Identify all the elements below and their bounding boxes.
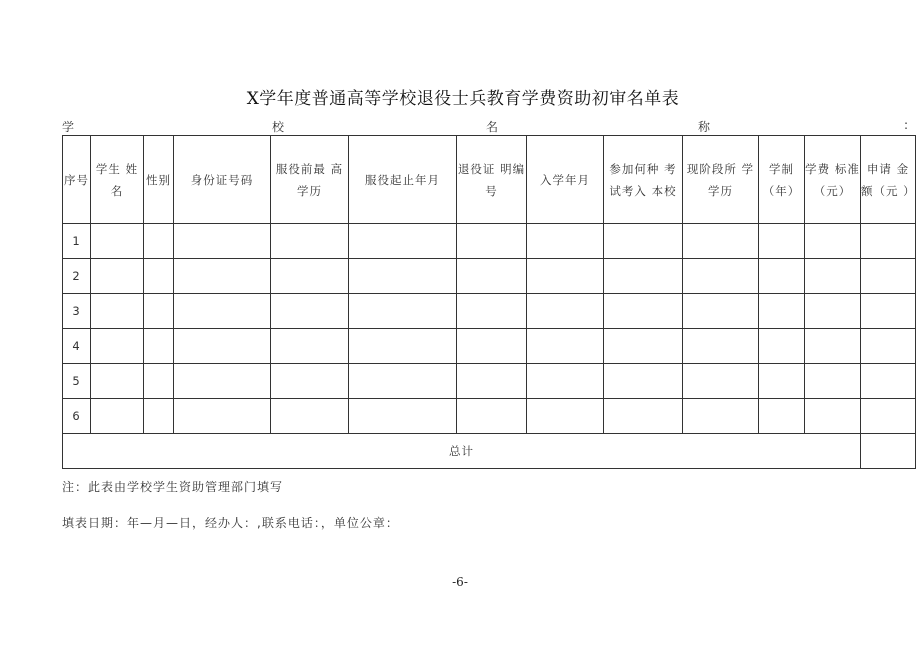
header-cell: 参加何种 考试考入 本校 (604, 136, 683, 224)
header-cell: 申请 金额（元 ） (861, 136, 916, 224)
table-row (63, 399, 916, 434)
header-cell: 现阶段所 学学历 (683, 136, 759, 224)
header-cell: 学制（年） (759, 136, 805, 224)
row-number: 4 (63, 329, 91, 364)
total-amount-cell[interactable] (861, 434, 916, 469)
row-number: 2 (63, 259, 91, 294)
page-title: X学年度普通高等学校退役士兵教育学费资助初审名单表 (246, 89, 680, 109)
table-row (63, 294, 916, 329)
school-label-char-3: 名 (486, 120, 499, 134)
page-number: -6- (452, 575, 468, 589)
total-row (63, 434, 916, 469)
row-number: 5 (63, 364, 91, 399)
header-cell: 性别 (144, 136, 174, 224)
fill-info-line: 填表日期：年—月—日，经办人：,联系电话：，单位公章： (62, 516, 399, 530)
footnote: 注：此表由学校学生资助管理部门填写 (62, 480, 284, 494)
school-name-line (62, 118, 914, 134)
header-cell: 退役证 明编号 (457, 136, 527, 224)
header-cell: 序号 (63, 136, 91, 224)
header-cell: 学费 标准（元） (805, 136, 861, 224)
table-row (63, 329, 916, 364)
header-cell: 服役起止年月 (349, 136, 457, 224)
roster-table (62, 135, 916, 469)
row-number: 6 (63, 399, 91, 434)
table-row (63, 364, 916, 399)
table-row (63, 259, 916, 294)
school-label-colon: : (904, 118, 909, 132)
header-cell: 学生 姓名 (91, 136, 144, 224)
school-label-char-1: 学 (62, 120, 75, 134)
header-cell: 身份证号码 (174, 136, 271, 224)
school-label-char-2: 校 (272, 120, 285, 134)
row-number: 1 (63, 224, 91, 259)
total-label: 总计 (63, 434, 861, 469)
header-cell: 服役前最 高学历 (271, 136, 349, 224)
table-row (63, 224, 916, 259)
header-cell: 入学年月 (527, 136, 604, 224)
school-label-char-4: 称 (698, 120, 711, 134)
table-header-row (63, 136, 916, 224)
row-number: 3 (63, 294, 91, 329)
